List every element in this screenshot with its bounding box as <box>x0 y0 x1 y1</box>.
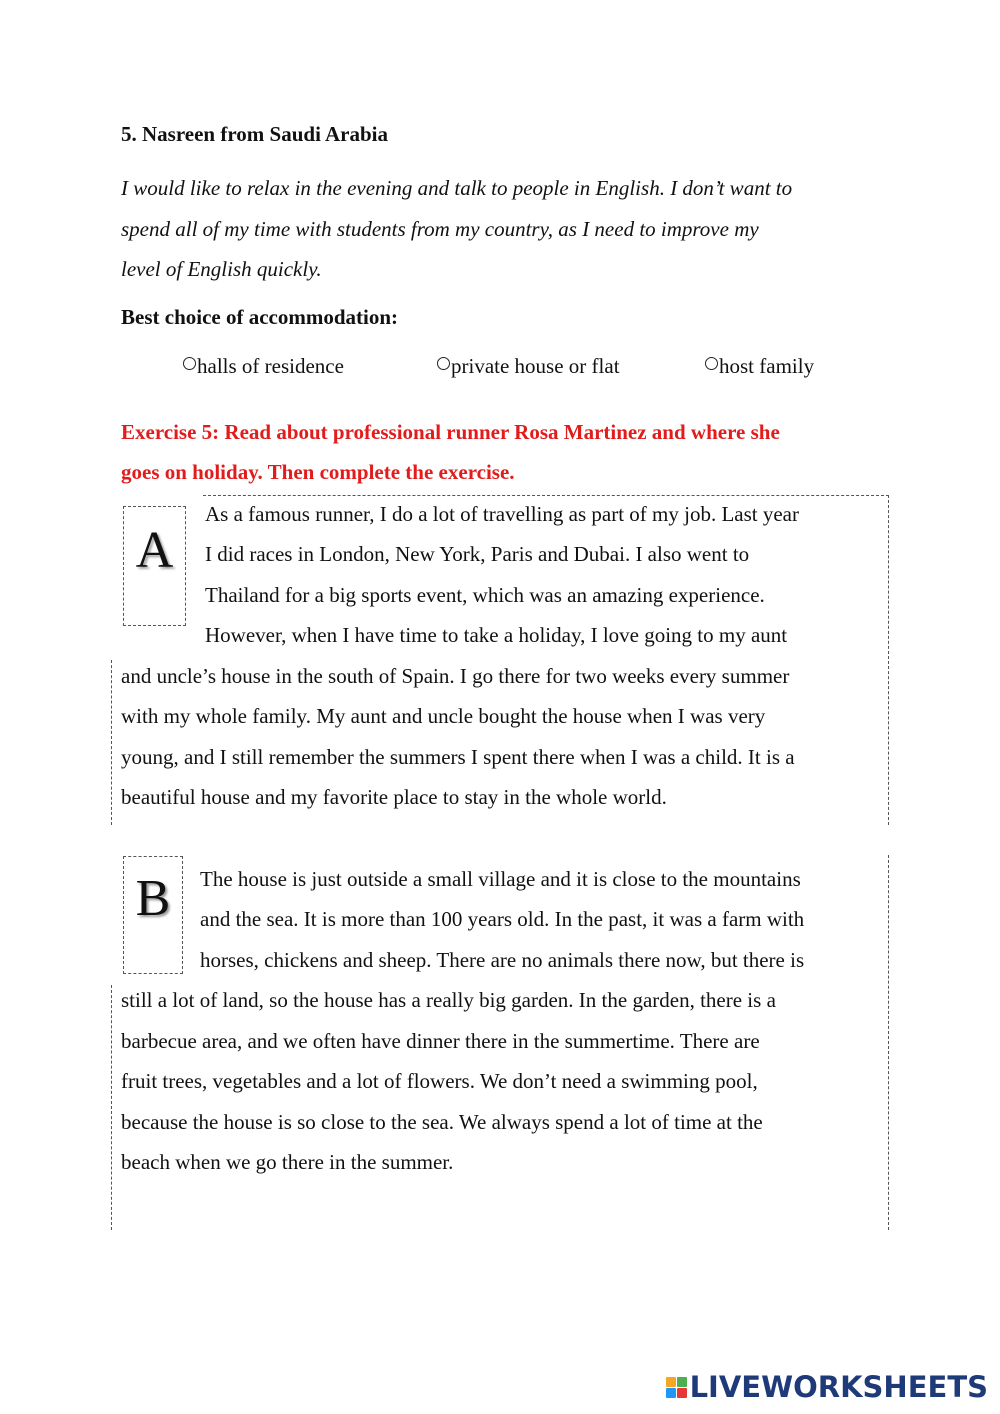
paragraph-b-line: beach when we go there in the summer. <box>121 1150 454 1174</box>
exercise-title <box>121 412 921 492</box>
option-halls-of-residence[interactable] <box>183 354 344 379</box>
exercise-title-line: Exercise 5: Read about professional runner Rosa Martinez and where she <box>121 420 780 444</box>
paragraph-b-line: and the sea. It is more than 100 years old. In the past, it was a farm with <box>200 907 805 931</box>
quote-line: level of English quickly. <box>121 257 322 281</box>
exercise-title-line: goes on holiday. Then complete the exercise. <box>121 460 515 484</box>
quote-line: spend all of my time with students from my country, as I need to improve my <box>121 216 759 241</box>
frame-b-left-border <box>111 985 112 1230</box>
paragraph-b-line: because the house is so close to the sea. We always spend a lot of time at the <box>121 1110 763 1134</box>
paragraph-a-line: and uncle’s house in the south of Spain. I go there for two weeks every summer <box>121 664 790 688</box>
quote-text <box>121 168 896 290</box>
paragraph-b-line: barbecue area, and we often have dinner there in the summertime. There are <box>121 1029 760 1053</box>
radio-icon[interactable] <box>437 357 450 370</box>
frame-a-right-border <box>888 495 889 825</box>
option-host-family[interactable] <box>705 354 814 379</box>
paragraph-a-line: with my whole family. My aunt and uncle bought the house when I was very <box>121 704 766 728</box>
drop-cap-b: B <box>123 856 183 974</box>
paragraph-a-line: However, when I have time to take a holiday, I love going to my aunt <box>205 623 788 647</box>
logo-square <box>677 1377 687 1387</box>
option-private-house[interactable] <box>437 354 620 379</box>
option-label: host family <box>719 354 815 378</box>
frame-a-top-border <box>203 495 889 496</box>
paragraph-b-line: still a lot of land, so the house has a really big garden. In the garden, there is a <box>121 988 776 1012</box>
frame-a-left-border <box>111 660 112 825</box>
best-choice-label: Best choice of accommodation: <box>121 305 399 329</box>
logo-square <box>677 1388 687 1398</box>
liveworksheets-icon <box>666 1377 687 1398</box>
paragraph-b-line: horses, chickens and sheep. There are no animals there now, but there is <box>200 948 805 972</box>
paragraph-a-line: beautiful house and my favorite place to stay in the whole world. <box>121 785 667 809</box>
radio-icon[interactable] <box>705 357 718 370</box>
brand-text: LIVEWORKSHEETS <box>689 1370 988 1404</box>
frame-b-right-border <box>888 855 889 1230</box>
paragraph-a-line: young, and I still remember the summers I spent there when I was a child. It is a <box>121 745 795 769</box>
paragraph-b-line: fruit trees, vegetables and a lot of flowers. We don’t need a swimming pool, <box>121 1069 758 1093</box>
radio-icon[interactable] <box>183 357 196 370</box>
paragraph-a-line: Thailand for a big sports event, which was an amazing experience. <box>205 583 765 607</box>
quote-line: I would like to relax in the evening and talk to people in English. I don’t want to <box>121 176 793 200</box>
liveworksheets-logo[interactable] <box>666 1370 988 1404</box>
section-heading: 5. Nasreen from Saudi Arabia <box>121 122 388 146</box>
option-label: private house or flat <box>451 354 620 378</box>
option-label: halls of residence <box>197 354 344 378</box>
logo-square <box>666 1377 676 1387</box>
logo-square <box>666 1388 676 1398</box>
paragraph-b-line: The house is just outside a small village and it is close to the mountains <box>200 867 801 891</box>
drop-cap-a: A <box>123 506 186 626</box>
paragraph-a-line: I did races in London, New York, Paris and Dubai. I also went to <box>205 542 750 566</box>
paragraph-a-line: As a famous runner, I do a lot of travelling as part of my job. Last year <box>205 502 799 526</box>
